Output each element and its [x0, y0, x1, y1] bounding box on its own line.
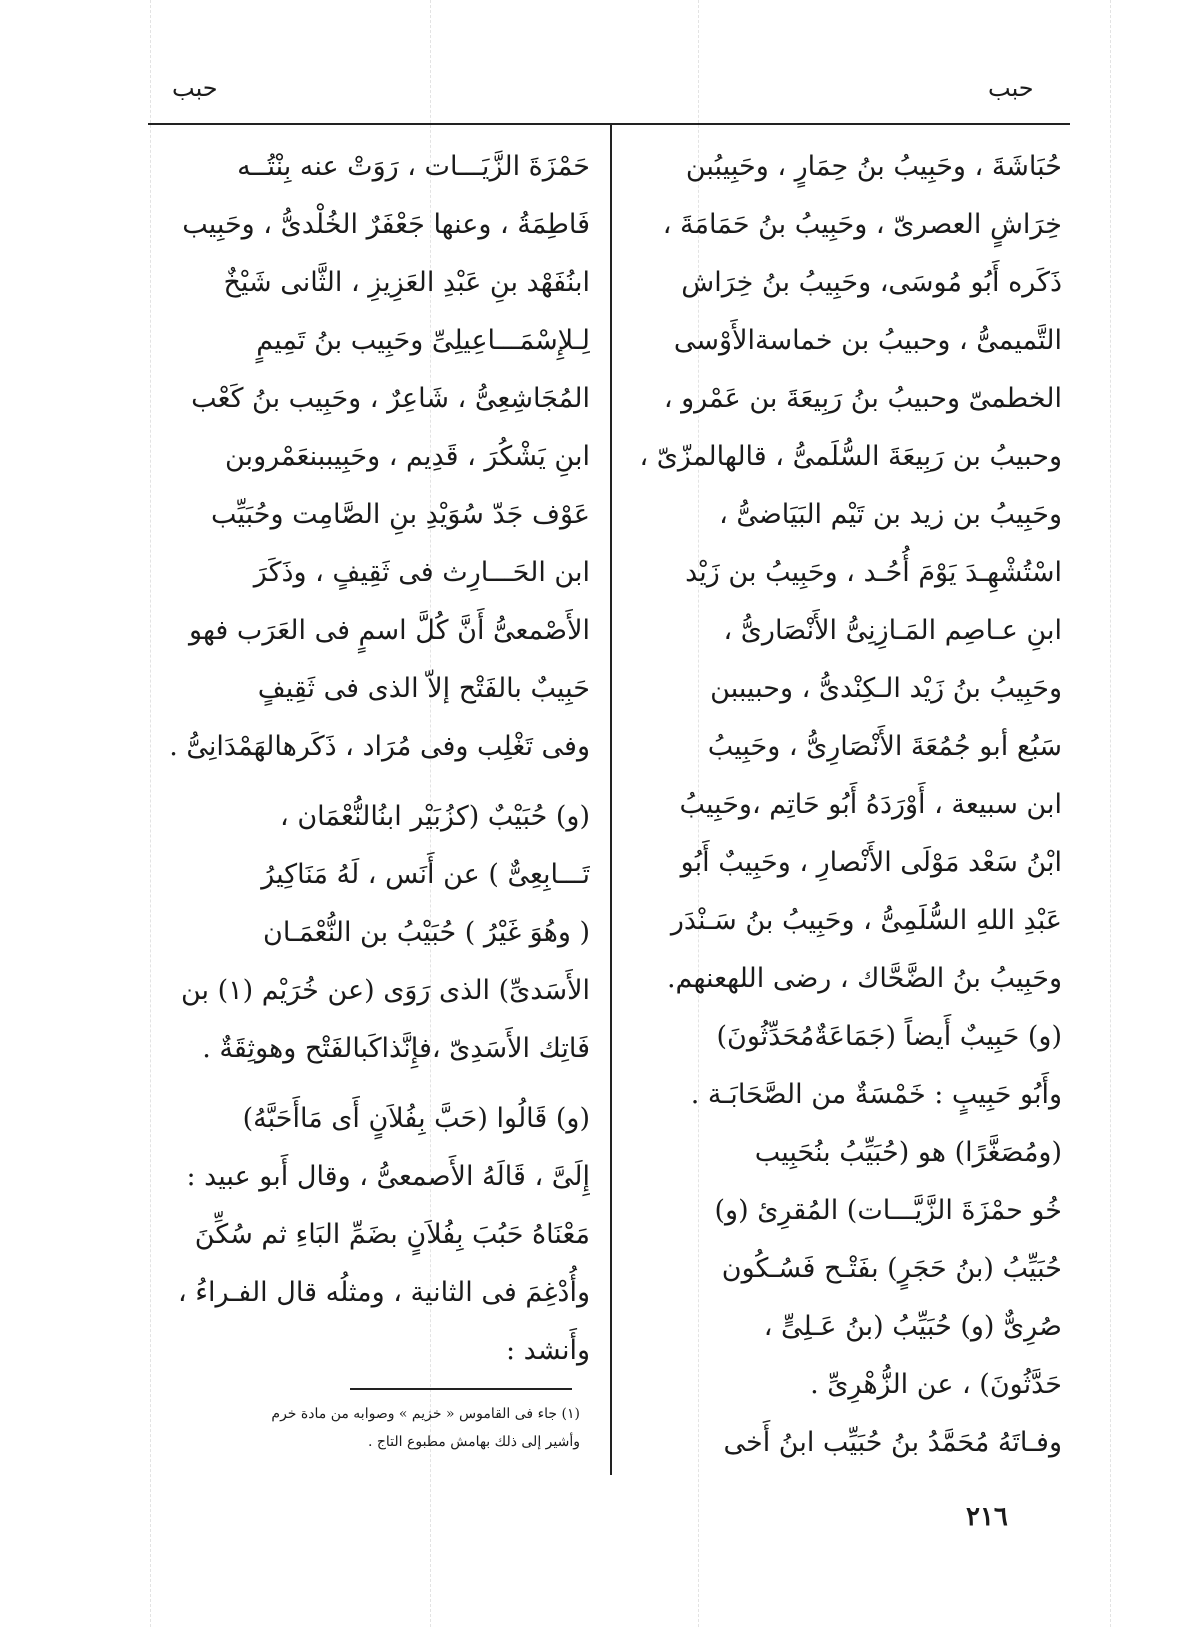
text-line: المُجَاشِعِىُّ ، شَاعِرٌ ، وحَبِيب بنُ كَعْب: [191, 383, 590, 414]
text-line: التَّميمىُّ ، وحبيبُ بن خماسةالأَوْسى: [673, 325, 1062, 356]
text-line: حَدَّثُونَ) ، عن الزُّهْرِىِّ .: [810, 1369, 1062, 1400]
footnote-rule: [350, 1388, 572, 1390]
running-header-right: حبب: [988, 74, 1034, 102]
text-line: عَوْف جَدّ سُوَيْدِ بنِ الصَّامِت وحُبَيِّب: [210, 499, 590, 530]
text-line: الأَصْمعىُّ أَنَّ كُلَّ اسمٍ فى العَرَب فهو: [189, 615, 590, 646]
text-line: تَـــابِعِىٌّ ) عن أَنَس ، لَهُ مَنَاكِيرُ: [261, 859, 590, 890]
text-line: ابنِ عـاصِم المَـازِنِىُّ الأَنْصَارىُّ ،: [723, 615, 1062, 646]
text-line: اسْتُشْهِـدَ يَوْمَ أُحُـد ، وحَبِيبُ بن زَيْد: [685, 557, 1062, 588]
text-line: ذَكَره أَبُو مُوسَى، وحَبِيبُ بنُ خِرَاش: [681, 267, 1062, 298]
text-line: حُبَيِّبُ (بنُ حَجَرٍ) بفَتْـح فَسُـكُون: [721, 1253, 1062, 1284]
text-line: (و) قَالُوا (حَبَّ بِفُلاَنٍ أَى مَاأَحَبَّهُ): [242, 1103, 590, 1134]
page-number: ٢١٦: [966, 1502, 1008, 1532]
text-line: (و) حُبَيْبٌ (كزُبَيْر ابنُالنُّعْمَان ،: [280, 801, 590, 832]
running-header-left: حبب: [172, 74, 218, 102]
text-line: ابنِ يَشْكُرَ ، قَدِيم ، وحَبِيببنعَمْروبن: [225, 441, 590, 472]
text-line: وفى تَغْلِب وفى مُرَاد ، ذَكَرهالهَمْدَانِىُّ .: [169, 731, 590, 762]
text-line: وأَنشد :: [506, 1335, 590, 1366]
text-line: صُرِىٌّ (و) حُبَيِّبُ (بنُ عَـلِىٍّ ،: [763, 1311, 1062, 1342]
text-line: خِرَاشٍ العصرىّ ، وحَبِيبُ بنُ حَمَامَةَ ،: [662, 209, 1062, 240]
text-line: لِـلإِسْمَـــاعِيلِىِّ وحَبِيب بنُ تَمِيمٍ: [256, 325, 590, 356]
text-line: وحبيبُ بن رَبِيعَةَ السُّلَمىُّ ، قالهالمزّىّ ،: [639, 441, 1062, 472]
text-line: وأَبُو حَبِيبٍ : خَمْسَةٌ من الصَّحَابَـة .: [690, 1079, 1062, 1110]
text-line: الخطمىّ وحبيبُ بنُ رَبِيعَةَ بن عَمْرو ،: [663, 383, 1062, 414]
text-line: سَبُع أبو جُمُعَةَ الأَنْصَارِىُّ ، وحَبِيبُ: [707, 731, 1062, 762]
text-line: ابنُفَهْد بنِ عَبْدِ العَزِيزِ ، الثَّانى شَيْخٌ: [223, 267, 590, 298]
text-line: حُبَاشَةَ ، وحَبِيبُ بنُ حِمَارٍ ، وحَبِيبُبن: [685, 151, 1062, 182]
text-line: ابْنُ سَعْد مَوْلَى الأَنْصارِ ، وحَبِيبٌ أَبُو: [680, 847, 1062, 878]
right-text-column: [632, 138, 1062, 1472]
footnote-line: (١) جاء فى القاموس « خزيم » وصوابه من مادة خرم: [271, 1406, 580, 1422]
text-line: حَبِيبٌ بالفَتْح إلاّ الذى فى ثَقِيفٍ: [257, 673, 590, 704]
text-line: وحَبِيبُ بنُ الضَّحَّاك ، رضى اللهعنهم.: [666, 963, 1062, 994]
text-line: ابن سبيعة ، أَوْرَدَهُ أَبُو حَاتِم ،وحَبِيبُ: [679, 789, 1062, 820]
text-line: وحَبِيبُ بنُ زَيْد الـكِنْدىُّ ، وحبيببن: [710, 673, 1062, 704]
text-line: وفـاتَهُ مُحَمَّدُ بنُ حُبَيِّب ابنُ أَخى: [723, 1427, 1062, 1458]
text-line: فَاتِك الأَسَدِىّ ،فإِنَّذاكَبالفَتْح وهوثِقَةٌ .: [202, 1033, 590, 1064]
footnote-line: وأشير إلى ذلك بهامش مطبوع التاج .: [367, 1434, 580, 1450]
text-line: (و) حَبِيبٌ أَيضاً (جَمَاعَةٌمُحَدِّثُونَ): [716, 1021, 1062, 1052]
footnote: [140, 1400, 580, 1456]
text-line: ( وهُوَ غَيْرُ ) حُبَيْبُ بن النُّعْمَـان: [263, 917, 590, 948]
text-line: فَاطِمَةُ ، وعنها جَعْفَرٌ الخُلْدىُّ ، وحَبِيب: [182, 209, 590, 240]
text-line: عَبْدِ اللهِ السُّلَمِىُّ ، وحَبِيبُ بنُ سَـنْدَر: [670, 905, 1062, 936]
text-line: ابن الحَـــارِث فى ثَقِيفٍ ، وذَكَرَ: [253, 557, 590, 588]
left-text-column: [150, 138, 590, 1380]
text-line: (ومُصَغَّرًا) هو (حُبَيِّبُ بنُحَبِيب: [754, 1137, 1062, 1168]
text-line: إِلَىَّ ، قَالَهُ الأَصمعىُّ ، وقال أَبو عبيد :: [186, 1161, 590, 1192]
text-line: الأَسَدىِّ) الذى رَوَى (عن خُرَيْم (١) بن: [180, 975, 590, 1006]
text-line: حَمْزَةَ الزَّيَـــات ، رَوَتْ عنه بِنْتُــه: [237, 151, 590, 182]
faint-guide-line: [1110, 0, 1111, 1627]
text-line: خُو حمْزَةَ الزَّيَّـــات) المُقرِئ (و): [714, 1195, 1062, 1226]
text-line: وحَبِيبُ بن زيد بن تَيْم البَيَاضىُّ ،: [719, 499, 1062, 530]
text-line: وأُدْغِمَ فى الثانية ، ومثلُه قال الفـراءُ ،: [177, 1277, 590, 1308]
header-rule: [148, 123, 1070, 125]
column-divider: [610, 125, 612, 1475]
text-line: مَعْنَاهُ حَبُبَ بِفُلاَنٍ بضَمِّ البَاءِ ثم سُكِّنَ: [194, 1219, 590, 1250]
